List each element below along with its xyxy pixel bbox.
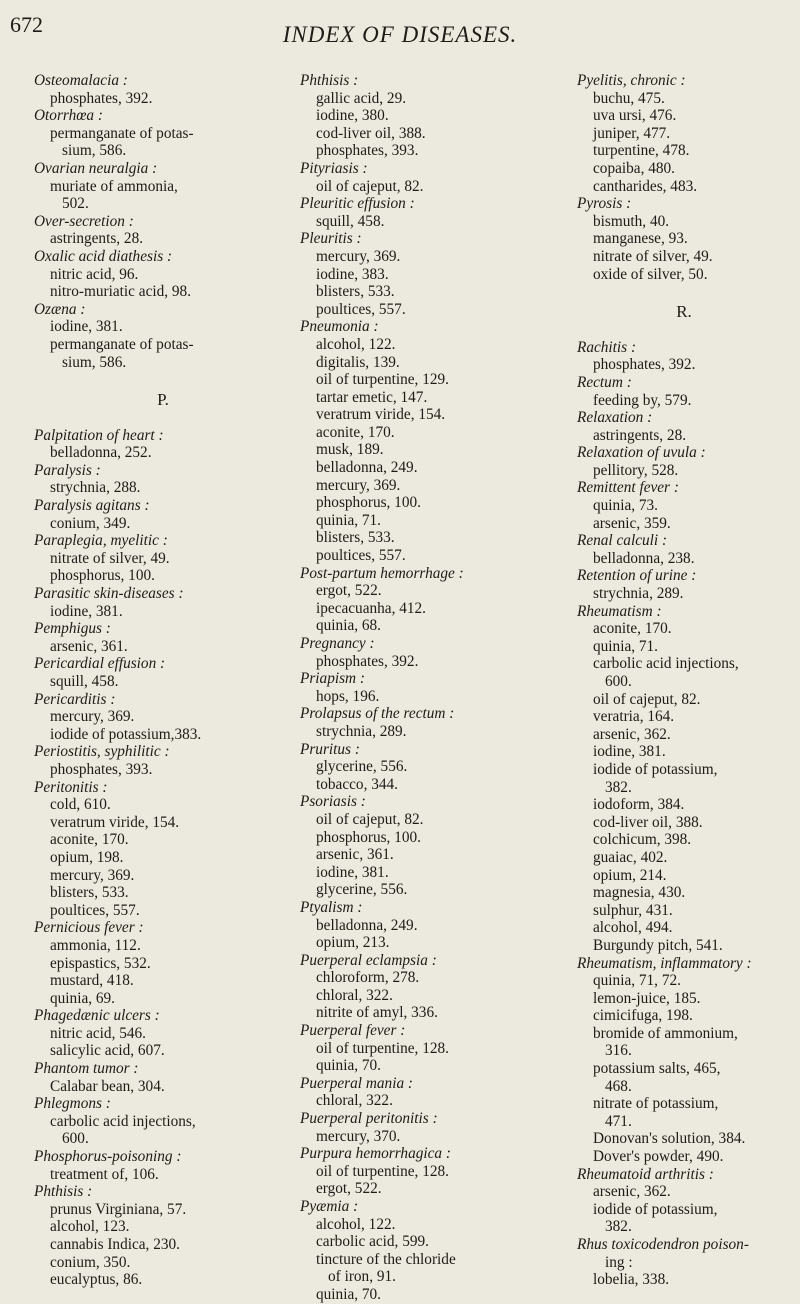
index-entry: mercury, 370. — [316, 1127, 401, 1145]
index-heading: Paraplegia, myelitic : — [34, 532, 168, 550]
index-entry: chloroform, 278. — [316, 969, 420, 987]
index-entry: nitro-muriatic acid, 98. — [50, 283, 192, 301]
index-heading: Rectum : — [577, 373, 632, 391]
index-entry: bromide of ammonium, — [593, 1024, 738, 1042]
index-heading: Rhus toxicodendron poison- — [577, 1236, 749, 1253]
index-entry: nitrate of silver, 49. — [50, 549, 170, 567]
index-entry: belladonna, 238. — [593, 549, 695, 567]
index-heading: Phagedænic ulcers : — [34, 1007, 160, 1025]
index-entry: arsenic, 361. — [316, 846, 394, 864]
index-entry: nitrate of silver, 49. — [593, 247, 713, 265]
index-heading: Pericarditis : — [34, 690, 116, 708]
index-entry: mustard, 418. — [50, 972, 134, 990]
index-entry: oil of turpentine, 128. — [316, 1039, 449, 1057]
index-entry: oil of cajeput, 82. — [593, 690, 701, 708]
index-entry: gallic acid, 29. — [316, 89, 407, 107]
index-heading: Phthisis : — [34, 1183, 93, 1201]
index-heading: Pemphigus : — [34, 620, 111, 638]
index-entry: iodide of potassium, — [593, 1200, 718, 1218]
index-entry: alcohol, 123. — [50, 1218, 130, 1236]
index-entry: strychnia, 289. — [316, 722, 407, 740]
index-continuation: 600. — [605, 673, 632, 690]
index-entry: nitric acid, 96. — [50, 265, 139, 283]
index-entry: blisters, 533. — [316, 283, 395, 301]
index-heading: Periostitis, syphilitic : — [34, 743, 170, 761]
index-heading: Rachitis : — [577, 338, 637, 356]
index-entry: belladonna, 249. — [316, 459, 418, 477]
index-entry: arsenic, 362. — [593, 1183, 671, 1201]
index-continuation: 382. — [605, 778, 632, 796]
index-entry: mercury, 369. — [50, 866, 135, 884]
index-entry: belladonna, 252. — [50, 444, 152, 462]
index-entry: colchicum, 398. — [593, 831, 692, 849]
index-entry: muriate of ammonia, — [50, 177, 178, 195]
index-heading: Palpitation of heart : — [34, 426, 164, 444]
index-entry: bismuth, 40. — [593, 212, 670, 230]
index-heading: Pregnancy : — [300, 635, 375, 652]
index-entry: phosphates, 393. — [50, 760, 153, 778]
index-entry: quinia, 70. — [316, 1285, 382, 1303]
index-entry: digitalis, 139. — [316, 353, 400, 371]
index-heading: Renal calculi : — [577, 532, 668, 550]
index-entry: phosphorus, 100. — [316, 494, 421, 512]
index-entry: arsenic, 362. — [593, 725, 671, 743]
index-entry: uva ursi, 476. — [593, 107, 677, 125]
index-entry: squill, 458. — [316, 212, 385, 230]
index-entry: Burgundy pitch, 541. — [593, 936, 723, 954]
index-heading: Paralysis agitans : — [34, 497, 150, 515]
index-heading: Otorrhœa : — [34, 107, 103, 125]
index-entry: pellitory, 528. — [593, 461, 679, 479]
index-entry: phosphates, 393. — [316, 142, 419, 160]
index-continuation: 502. — [62, 195, 89, 213]
index-heading: Ovarian neuralgia : — [34, 159, 158, 177]
index-entry: carbolic acid, 599. — [316, 1233, 429, 1251]
index-entry: conium, 349. — [50, 514, 131, 532]
index-entry: mercury, 369. — [50, 708, 135, 726]
index-heading: Puerperal fever : — [300, 1022, 406, 1040]
index-entry: glycerine, 556. — [316, 881, 408, 899]
index-entry: cod-liver oil, 388. — [316, 124, 426, 142]
index-entry: opium, 213. — [316, 934, 390, 952]
index-entry: hops, 196. — [316, 687, 380, 705]
index-entry: permanganate of potas- — [50, 124, 194, 142]
index-entry: aconite, 170. — [593, 620, 672, 638]
index-entry: arsenic, 361. — [50, 637, 128, 655]
index-entry: phosphorus, 100. — [316, 828, 421, 846]
index-heading: Over-secretion : — [34, 212, 134, 230]
index-entry: nitric acid, 546. — [50, 1024, 147, 1042]
index-entry: cannabis Indica, 230. — [50, 1236, 180, 1253]
index-entry: veratrum viride, 154. — [50, 813, 180, 831]
index-heading: Phthisis : — [300, 72, 359, 89]
index-entry: ammonia, 112. — [50, 936, 141, 954]
index-entry: poultices, 557. — [50, 901, 140, 919]
index-heading: Parasitic skin-diseases : — [34, 585, 184, 603]
index-entry: tobacco, 344. — [316, 775, 398, 793]
index-entry: quinia, 68. — [316, 617, 382, 635]
index-entry: conium, 350. — [50, 1253, 131, 1271]
index-entry: treatment of, 106. — [50, 1165, 159, 1183]
index-entry: astringents, 28. — [593, 426, 687, 444]
index-heading: Puerperal eclampsia : — [300, 951, 437, 969]
index-entry: potassium salts, 465, — [593, 1060, 721, 1078]
index-entry: ergot, 522. — [316, 1180, 382, 1198]
index-heading: Paralysis : — [34, 461, 101, 479]
index-entry: alcohol, 122. — [316, 335, 396, 353]
section-letter: P. — [157, 390, 169, 410]
index-entry: opium, 214. — [593, 866, 667, 884]
index-entry: chloral, 322. — [316, 1092, 393, 1110]
index-entry: oil of cajeput, 82. — [316, 177, 424, 195]
index-heading: Relaxation of uvula : — [577, 444, 706, 462]
page-number: 672 — [10, 12, 43, 37]
index-entry: eucalyptus, 86. — [50, 1271, 143, 1289]
index-entry: ergot, 522. — [316, 582, 382, 600]
index-continuation: 471. — [605, 1112, 632, 1130]
index-heading: Rheumatism : — [577, 602, 662, 620]
index-entry: phosphates, 392. — [593, 356, 696, 374]
index-column-3 — [577, 72, 791, 1289]
index-entry: phosphates, 392. — [316, 652, 419, 670]
index-entry: oil of turpentine, 128. — [316, 1162, 449, 1180]
index-entry: alcohol, 122. — [316, 1215, 396, 1233]
index-entry: aconite, 170. — [316, 423, 395, 441]
index-column-2 — [300, 72, 562, 1304]
index-heading: Oxalic acid diathesis : — [34, 247, 173, 265]
index-entry: Donovan's solution, 384. — [593, 1130, 746, 1148]
index-heading: Pyæmia : — [300, 1198, 359, 1215]
index-entry: cold, 610. — [50, 796, 111, 814]
index-entry: sulphur, 431. — [593, 901, 673, 919]
index-heading: Retention of urine : — [577, 567, 697, 585]
index-heading: Remittent fever : — [577, 479, 679, 497]
running-header: INDEX OF DISEASES. — [282, 22, 518, 47]
index-heading: Prolapsus of the rectum : — [300, 705, 455, 723]
index-entry: strychnia, 288. — [50, 479, 141, 497]
index-continuation: 600. — [62, 1130, 89, 1148]
index-entry: opium, 198. — [50, 848, 124, 866]
index-heading: Relaxation : — [577, 409, 653, 427]
index-entry: guaiac, 402. — [593, 848, 668, 866]
index-continuation: 468. — [605, 1077, 632, 1095]
index-heading: Osteomalacia : — [34, 72, 128, 89]
index-entry: chloral, 322. — [316, 986, 393, 1004]
index-entry: nitrite of amyl, 336. — [316, 1004, 438, 1022]
index-heading: Priapism : — [300, 670, 366, 688]
index-continuation: 382. — [605, 1218, 632, 1236]
index-entry: oil of cajeput, 82. — [316, 810, 424, 828]
index-entry: permanganate of potas- — [50, 335, 194, 353]
index-heading: Pyrosis : — [577, 195, 632, 213]
index-heading: Phantom tumor : — [34, 1060, 139, 1078]
index-heading: Ptyalism : — [300, 898, 363, 916]
index-heading: Psoriasis : — [300, 793, 366, 811]
index-entry: cimicifuga, 198. — [593, 1007, 693, 1025]
index-entry: Calabar bean, 304. — [50, 1077, 165, 1095]
index-entry: alcohol, 494. — [593, 919, 673, 937]
index-entry: veratrum viride, 154. — [316, 406, 446, 424]
index-entry: belladonna, 249. — [316, 916, 418, 934]
index-entry: lobelia, 338. — [593, 1271, 670, 1289]
index-entry: cod-liver oil, 388. — [593, 813, 703, 831]
index-entry: prunus Virginiana, 57. — [50, 1200, 187, 1218]
index-column-1 — [34, 72, 292, 1289]
index-heading: Pityriasis : — [300, 159, 368, 177]
index-entry: nitrate of potassium, — [593, 1095, 719, 1113]
index-heading: Pruritus : — [300, 740, 360, 758]
index-entry: quinia, 73. — [593, 497, 659, 515]
index-entry: oil of turpentine, 129. — [316, 371, 449, 389]
index-entry: veratria, 164. — [593, 708, 675, 726]
index-entry: blisters, 533. — [316, 529, 395, 547]
index-entry: poultices, 557. — [316, 300, 406, 318]
index-entry: iodine, 383. — [316, 265, 389, 283]
index-entry: tincture of the chloride — [316, 1250, 456, 1268]
index-entry: feeding by, 579. — [593, 391, 692, 409]
index-heading: Post-partum hemorrhage : — [300, 564, 464, 582]
index-heading: Rheumatoid arthritis : — [577, 1165, 714, 1183]
index-entry: iodide of potassium,383. — [50, 725, 202, 743]
index-entry: buchu, 475. — [593, 89, 665, 107]
index-entry: squill, 458. — [50, 673, 119, 690]
index-heading: Pleuritic effusion : — [300, 195, 415, 213]
index-heading: Puerperal mania : — [300, 1074, 414, 1092]
index-heading: Puerperal peritonitis : — [300, 1110, 438, 1128]
index-entry: iodine, 381. — [50, 602, 123, 620]
index-entry: oxide of silver, 50. — [593, 265, 708, 283]
index-entry: copaiba, 480. — [593, 159, 675, 177]
index-entry: juniper, 477. — [593, 124, 671, 142]
index-entry: blisters, 533. — [50, 884, 129, 902]
index-entry: iodine, 381. — [316, 863, 389, 881]
index-continuation: sium, 586. — [62, 353, 127, 371]
index-heading: Phlegmons : — [34, 1095, 111, 1113]
index-entry: iodine, 381. — [593, 743, 666, 761]
index-entry: carbolic acid injections, — [50, 1112, 196, 1130]
index-entry: cantharides, 483. — [593, 177, 698, 195]
index-entry: ipecacuanha, 412. — [316, 599, 426, 617]
index-heading: Purpura hemorrhagica : — [300, 1145, 451, 1163]
index-entry: epispastics, 532. — [50, 954, 151, 972]
index-continuation: of iron, 91. — [328, 1268, 396, 1286]
index-entry: phosphorus, 100. — [50, 567, 155, 585]
index-heading: Pleuritis : — [300, 230, 362, 248]
index-entry: quinia, 69. — [50, 989, 116, 1007]
index-entry: Dover's powder, 490. — [593, 1148, 724, 1166]
index-entry: iodide of potassium, — [593, 760, 718, 778]
index-entry: quinia, 71. — [593, 637, 659, 655]
index-entry: poultices, 557. — [316, 547, 406, 565]
index-continuation: 316. — [605, 1042, 632, 1060]
index-entry: aconite, 170. — [50, 831, 129, 849]
index-continuation: sium, 586. — [62, 142, 127, 160]
index-entry: salicylic acid, 607. — [50, 1042, 165, 1060]
index-entry: quinia, 70. — [316, 1057, 382, 1075]
index-heading: Ozæna : — [34, 300, 86, 318]
index-entry: lemon-juice, 185. — [593, 989, 701, 1007]
index-heading: Pneumonia : — [300, 318, 379, 336]
index-heading: Pericardial effusion : — [34, 655, 166, 673]
index-entry: phosphates, 392. — [50, 89, 153, 107]
index-entry: iodine, 381. — [50, 318, 123, 336]
index-heading: Rheumatism, inflammatory : — [577, 954, 752, 972]
index-entry: strychnia, 289. — [593, 585, 684, 603]
index-continuation: ing : — [605, 1253, 633, 1271]
index-entry: tartar emetic, 147. — [316, 388, 428, 406]
index-heading: Pyelitis, chronic : — [577, 72, 686, 89]
index-entry: musk, 189. — [316, 441, 384, 459]
index-entry: mercury, 369. — [316, 476, 401, 494]
index-heading: Phosphorus-poisoning : — [34, 1148, 182, 1166]
section-letter: R. — [676, 302, 692, 322]
index-heading: Pernicious fever : — [34, 919, 144, 937]
index-entry: astringents, 28. — [50, 230, 144, 248]
index-entry: glycerine, 556. — [316, 758, 408, 776]
index-entry: mercury, 369. — [316, 247, 401, 265]
index-entry: iodoform, 384. — [593, 796, 685, 814]
index-entry: quinia, 71. — [316, 511, 382, 529]
index-entry: turpentine, 478. — [593, 142, 690, 160]
index-entry: manganese, 93. — [593, 230, 688, 248]
index-entry: magnesia, 430. — [593, 884, 686, 902]
index-entry: iodine, 380. — [316, 107, 389, 125]
index-entry: carbolic acid injections, — [593, 655, 739, 673]
index-entry: arsenic, 359. — [593, 514, 671, 532]
index-heading: Peritonitis : — [34, 778, 108, 796]
index-entry: quinia, 71, 72. — [593, 972, 681, 990]
